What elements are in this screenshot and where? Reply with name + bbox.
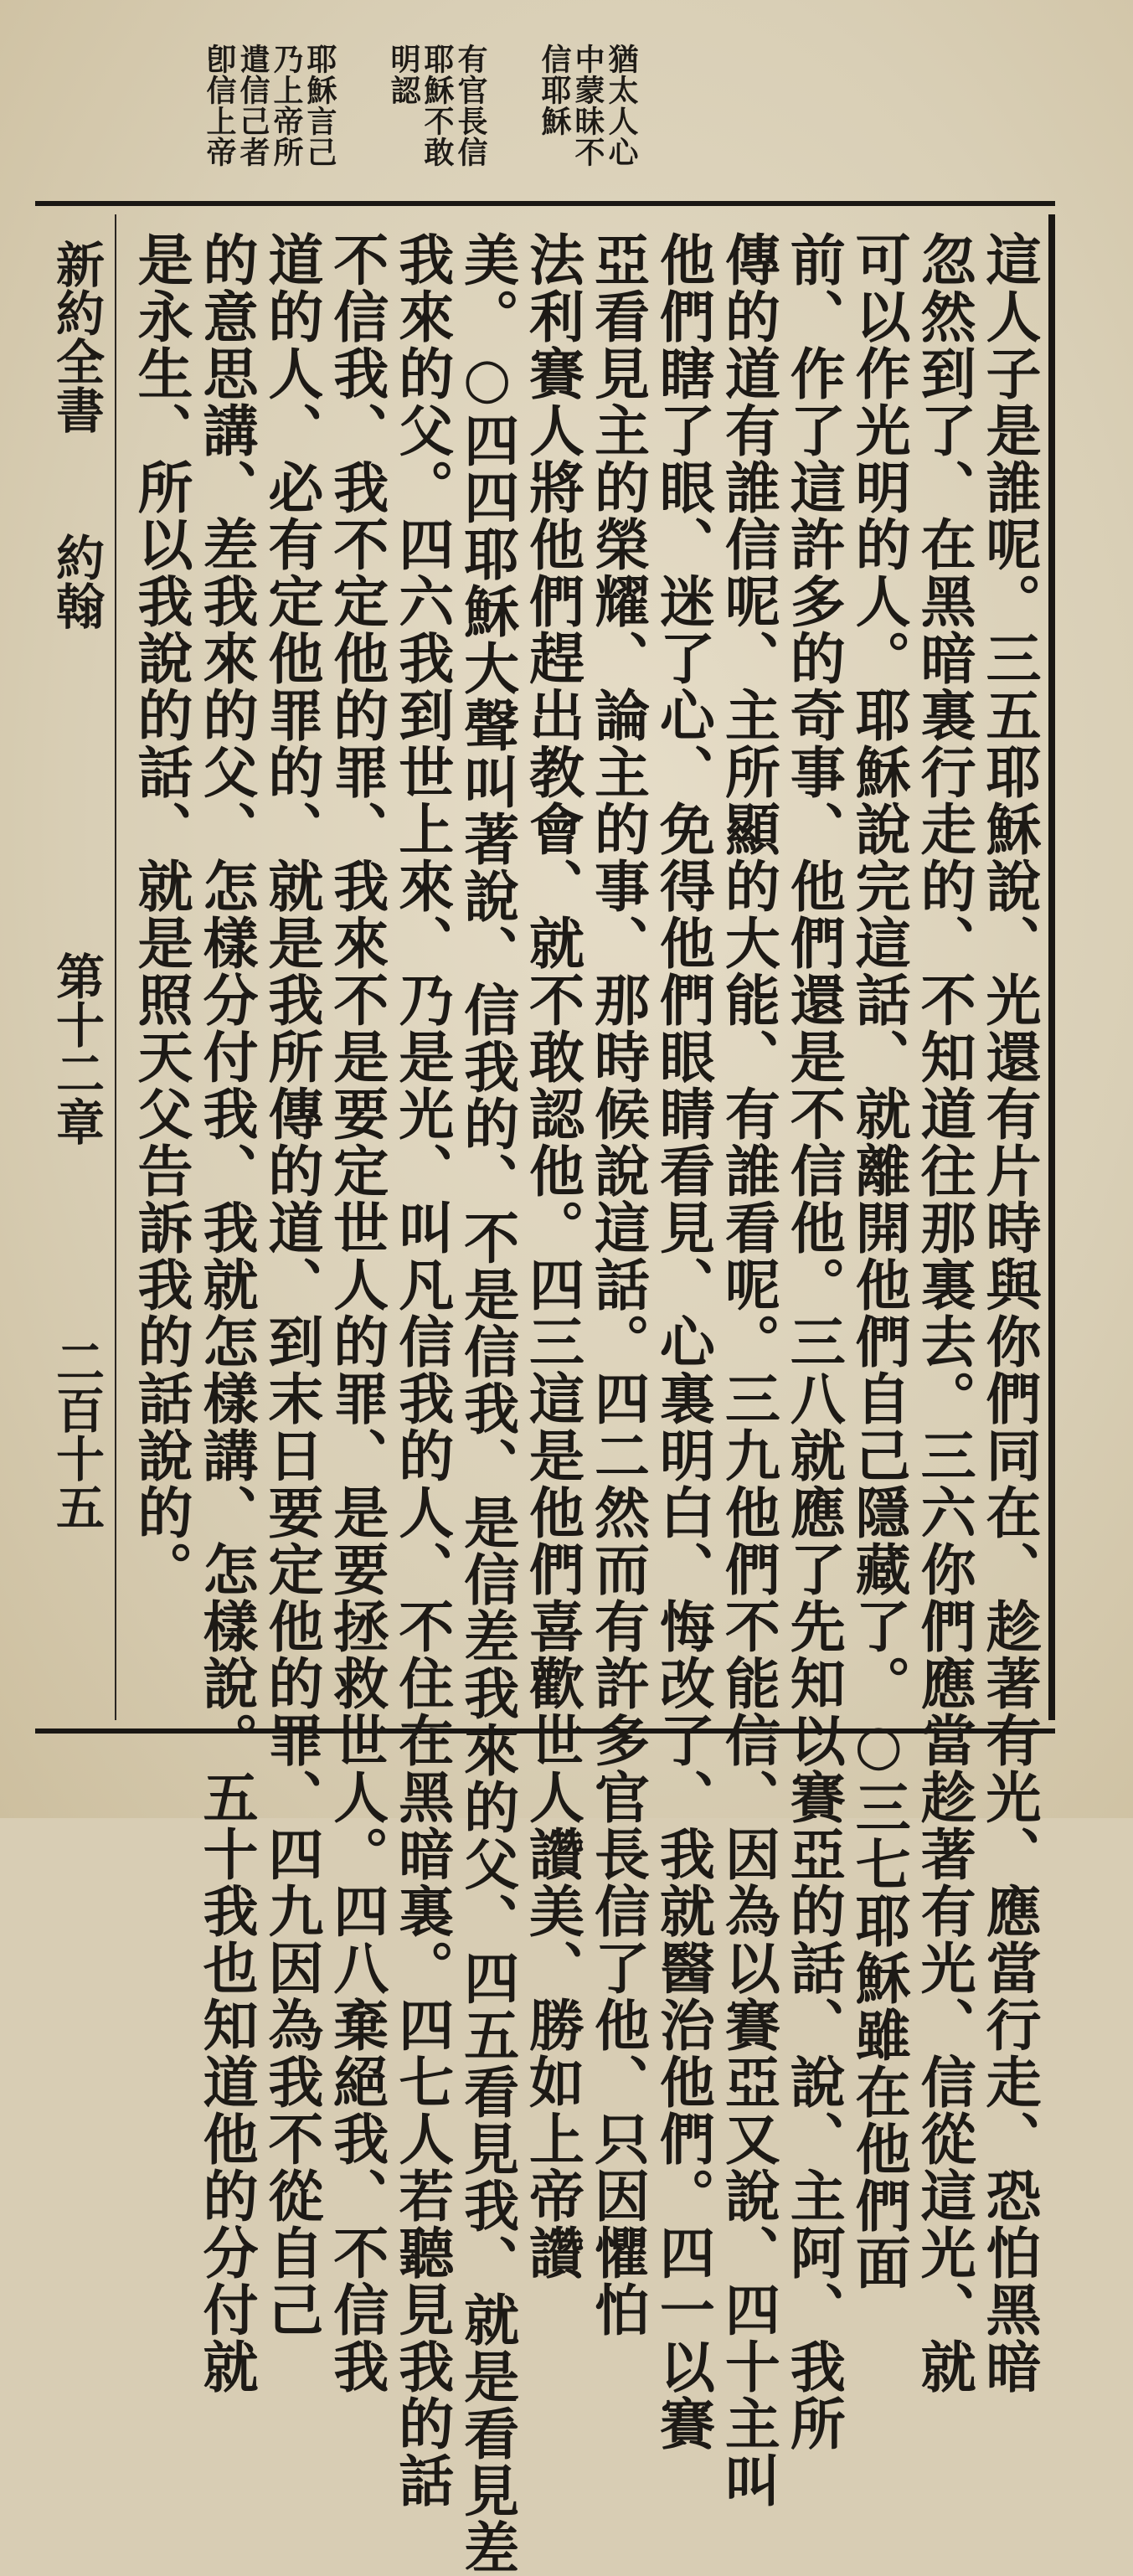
text-column: 這人子是誰呢。三五耶穌說、光還有片時與你們同在、趁著有光、應當行走、恐怕黑暗 — [976, 231, 1042, 2395]
text-column: 忽然到了、在黑暗裏行走的、不知道往那裏去。三六你們應當趁著有光、信從這光、就 — [911, 231, 977, 2395]
text-column: 傳的道有誰信呢、主所顯的大能、有誰看呢。三九他們不能信、因為以賽亞又說、四十主叫 — [715, 231, 781, 2509]
text-column: 前、作了這許多的奇事、他們還是不信他。三八就應了先知以賽亞的話、說、主阿、我所 — [780, 231, 847, 2452]
note-line: 信耶穌 — [537, 44, 572, 137]
gospel-name: 約翰 — [48, 533, 105, 630]
note-line: 遣信己者 — [235, 44, 270, 167]
note-sent-by-god — [204, 44, 335, 198]
note-line: 耶穌言己 — [302, 44, 337, 167]
text-column: 可以作光明的人。耶穌說完這話、就離開他們自己隱藏了。○三七耶穌雖在他們面 — [846, 231, 912, 2291]
note-line: 卽信上帝 — [202, 44, 237, 167]
note-line: 乃上帝所 — [269, 44, 304, 167]
text-column: 美。○四四耶穌大聲叫著說、信我的、不是信我、是信差我來的父、四五看見我、就是看見差 — [454, 231, 520, 2576]
note-line: 猶太人心 — [604, 44, 639, 167]
note-line: 中蒙昧不 — [570, 44, 605, 167]
marginal-notes — [202, 44, 639, 198]
note-unbelief — [537, 44, 639, 198]
text-column: 我來的父。四六我到世上來、乃是光、叫凡信我的人、不住在黑暗裏。四七人若聽見我的話 — [389, 231, 455, 2509]
chapter-label: 第十二章 — [48, 951, 105, 1146]
note-officials — [386, 44, 488, 198]
text-column: 他們瞎了眼、迷了心、免得他們眼睛看見、心裏明白、悔改了、我就醫治他們。四一以賽 — [650, 231, 716, 2452]
text-column: 亞看見主的榮耀、論主的事、那時候說這話。四二然而有許多官長信了他、只因懼怕 — [585, 231, 651, 2338]
book-title: 新約全書 — [48, 240, 105, 434]
body-text — [128, 231, 1042, 2576]
page-number: 二百十五 — [48, 1337, 105, 1531]
text-area — [115, 214, 1055, 2576]
note-line: 耶穌不敢 — [420, 44, 455, 167]
note-line: 有官長信 — [453, 44, 488, 167]
text-column: 不信我、我不定他的罪、我來不是要定世人的罪、是要拯救世人。四八棄絕我、不信我 — [323, 231, 389, 2395]
text-column: 法利賽人將他們趕出教會、就不敢認他。四三這是他們喜歡世人讚美、勝如上帝讚 — [519, 231, 585, 2281]
text-column: 是永生、所以我說的話、就是照天父告訴我的話說的。 — [128, 231, 194, 1598]
text-frame — [35, 201, 1055, 2576]
note-line: 明認 — [386, 44, 421, 106]
text-column: 道的人、必有定他罪的、就是我所傳的道、到末日要定他的罪、四九因為我不從自己 — [258, 231, 324, 2338]
text-column: 的意思講、差我來的父、怎樣分付我、我就怎樣講、怎樣說。五十我也知道他的分付就 — [193, 231, 259, 2395]
running-head — [35, 214, 115, 1720]
